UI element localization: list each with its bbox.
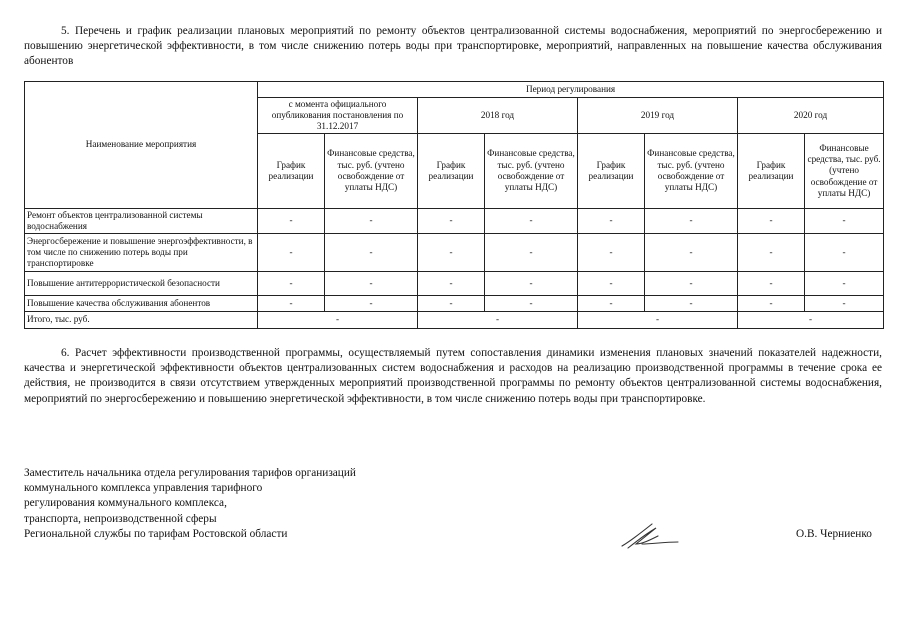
table-cell: - (258, 272, 325, 296)
table-cell: - (325, 234, 418, 272)
table-cell: - (258, 234, 325, 272)
row-label: Энергосбережение и повышение энергоэффективности, в том числе по снижению потерь воды при транспортировке (25, 234, 258, 272)
header-period-2020: 2020 год (738, 98, 884, 134)
table-cell: - (325, 272, 418, 296)
row-label: Повышение антитеррористической безопасности (25, 272, 258, 296)
header-activity-name: Наименование мероприятия (25, 82, 258, 209)
signatory-title (24, 466, 356, 542)
table-cell: - (418, 234, 485, 272)
activities-table (24, 81, 884, 329)
total-cell: - (578, 312, 738, 329)
table-row (25, 234, 884, 272)
header-schedule: График реализации (738, 134, 805, 209)
table-row (25, 272, 884, 296)
header-period: Период регулирования (258, 82, 884, 98)
header-finance: Финансовые средства, тыс. руб. (учтено освобождение от уплаты НДС) (325, 134, 418, 209)
total-cell: - (258, 312, 418, 329)
table-cell: - (418, 296, 485, 312)
signatory-line: регулирования коммунального комплекса, (24, 497, 227, 510)
table-cell: - (578, 209, 645, 234)
header-finance: Финансовые средства, тыс. руб. (учтено освобождение от уплаты НДС) (805, 134, 884, 209)
signatory-line: коммунального комплекса управления тарифного (24, 482, 263, 495)
section-5-paragraph: 5. Перечень и график реализации плановых мероприятий по ремонту объектов централизованной системы водоснабжения, мероприятий по энергосбережению и повышению энергетической эффективности, в том числе снижению потерь воды при транспортировке, мероприятий, направленных на повышение качества обслуживания абонентов (24, 25, 882, 68)
table-cell: - (645, 234, 738, 272)
table-cell: - (578, 296, 645, 312)
header-finance: Финансовые средства, тыс. руб. (учтено освобождение от уплаты НДС) (645, 134, 738, 209)
table-cell: - (645, 296, 738, 312)
table-cell: - (645, 272, 738, 296)
row-label: Ремонт объектов централизованной системы водоснабжения (25, 209, 258, 234)
handwritten-signature (612, 510, 684, 558)
table-cell: - (418, 209, 485, 234)
table-cell: - (738, 234, 805, 272)
table-row (25, 296, 884, 312)
table-cell: - (738, 296, 805, 312)
header-period-2017: с момента официального опубликования постановления по 31.12.2017 (258, 98, 418, 134)
table-cell: - (645, 209, 738, 234)
table-cell: - (325, 209, 418, 234)
table-cell: - (738, 272, 805, 296)
table-cell: - (805, 296, 884, 312)
table-cell: - (485, 234, 578, 272)
table-row (25, 209, 884, 234)
total-cell: - (418, 312, 578, 329)
table-cell: - (805, 234, 884, 272)
table-cell: - (485, 296, 578, 312)
header-finance: Финансовые средства, тыс. руб. (учтено освобождение от уплаты НДС) (485, 134, 578, 209)
table-cell: - (258, 209, 325, 234)
header-period-2019: 2019 год (578, 98, 738, 134)
header-schedule: График реализации (418, 134, 485, 209)
table-cell: - (578, 272, 645, 296)
section-6-paragraph: 6. Расчет эффективности производственной программы, осуществляемый путем сопоставления динамики изменения плановых значений показателей надежности, качества и энергетической эффективности объектов централизованных систем водоснабжения и расходов на реализацию производственной программы в течение срока ее действия, не производится в связи отсутствием утвержденных мероприятий производственной программы по ремонту объектов централизованной системы водоснабжения, мероприятий по энергосбережению и повышению энергетической эффективности, в том числе снижению потерь воды при транспортировке. (24, 347, 882, 405)
table-cell: - (485, 272, 578, 296)
table-cell: - (418, 272, 485, 296)
table-cell: - (485, 209, 578, 234)
table-cell: - (738, 209, 805, 234)
table-cell: - (258, 296, 325, 312)
header-schedule: График реализации (258, 134, 325, 209)
total-label: Итого, тыс. руб. (25, 312, 258, 329)
row-label: Повышение качества обслуживания абонентов (25, 296, 258, 312)
signatory-line: Региональной службы по тарифам Ростовской области (24, 527, 288, 540)
table-cell: - (578, 234, 645, 272)
header-schedule: График реализации (578, 134, 645, 209)
table-cell: - (805, 209, 884, 234)
header-period-2018: 2018 год (418, 98, 578, 134)
signatory-line: транспорта, непроизводственной сферы (24, 512, 217, 525)
signatory-name: О.В. Черниенко (796, 528, 872, 540)
table-cell: - (325, 296, 418, 312)
signatory-line: Заместитель начальника отдела регулирования тарифов организаций (24, 467, 356, 479)
table-cell: - (805, 272, 884, 296)
total-cell: - (738, 312, 884, 329)
total-row (25, 312, 884, 329)
